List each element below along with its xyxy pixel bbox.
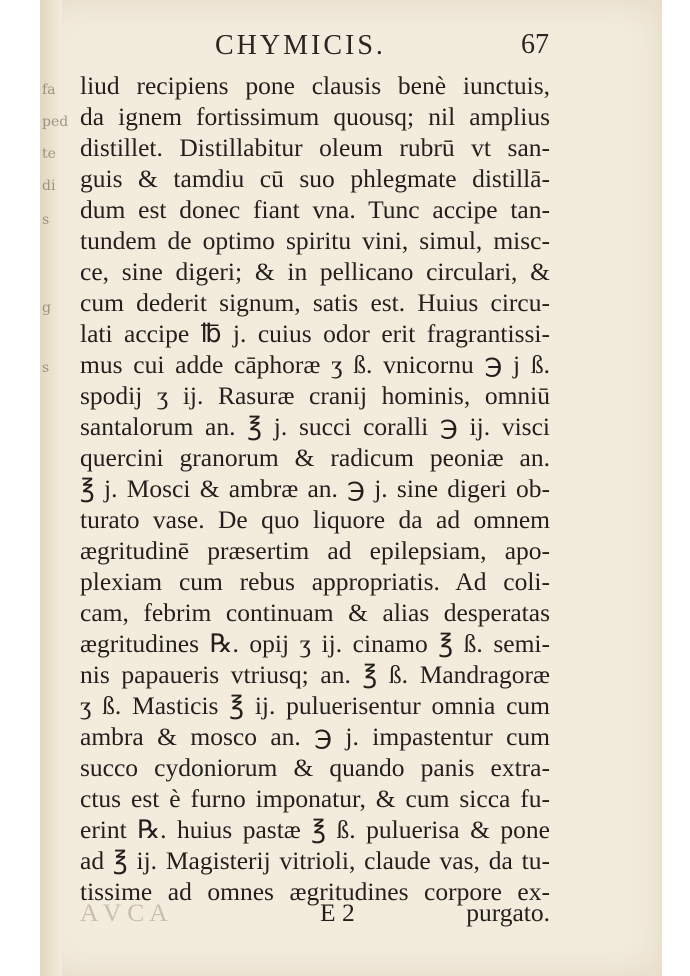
text-line: ce, sine digeri; & in pellicano circulari, & bbox=[80, 257, 550, 286]
text-line: spodij ʒ ij. Rasuræ cranij hominis, omniū bbox=[80, 381, 550, 410]
text-line: mus cui adde cāphoræ ʒ ß. vnicornu ℈ j ß. bbox=[80, 350, 550, 379]
text-line: ægritudinē præsertim ad epilepsiam, apo- bbox=[80, 536, 550, 565]
page-number: 67 bbox=[521, 29, 549, 60]
page-footer bbox=[80, 898, 550, 929]
text-line: guis & tamdiu cū suo phlegmate distillā- bbox=[80, 164, 550, 193]
catchword: purgato. bbox=[466, 898, 550, 927]
text-line: ad ℥ ij. Magisterij vitrioli, claude vas, da tu- bbox=[80, 846, 550, 875]
text-line: plexiam cum rebus appropriatis. Ad coli- bbox=[80, 567, 550, 596]
show-through-letters: A V C A bbox=[80, 898, 168, 927]
text-line: erint ℞. huius pastæ ℥ ß. puluerisa & pone bbox=[80, 815, 550, 844]
text-line: quercini granorum & radicum peoniæ an. bbox=[80, 443, 550, 472]
text-line: ℥ j. Mosci & ambræ an. ℈ j. sine digeri ob- bbox=[80, 474, 550, 503]
text-line: turato vase. De quo liquore da ad omnem bbox=[80, 505, 550, 534]
text-line: tissime ad omnes ægritudines corpore ex- bbox=[80, 877, 550, 906]
text-line: succo cydoniorum & quando panis extra- bbox=[80, 753, 550, 782]
margin-fragment: fa bbox=[42, 82, 56, 98]
text-line: lati accipe ℔ j. cuius odor erit fragrantissi- bbox=[80, 319, 550, 348]
running-title: CHYMICIS. bbox=[215, 30, 386, 61]
text-line: ambra & mosco an. ℈ j. impastentur cum bbox=[80, 722, 550, 751]
margin-fragment: s bbox=[42, 360, 50, 376]
margin-fragment: te bbox=[42, 146, 56, 162]
text-line: da ignem fortissimum quousq; nil amplius bbox=[80, 102, 550, 131]
text-line: nis papaueris vtriusq; an. ℥ ß. Mandragoræ bbox=[80, 660, 550, 689]
text-line: cam, febrim continuam & alias desperatas bbox=[80, 598, 550, 627]
text-line: ægritudines ℞. opij ʒ ij. cinamo ℥ ß. semi- bbox=[80, 629, 550, 658]
text-line: santalorum an. ℥ j. succi coralli ℈ ij. visci bbox=[80, 412, 550, 441]
text-line: ctus est è furno imponatur, & cum sicca fu- bbox=[80, 784, 550, 813]
text-line: cum dederit signum, satis est. Huius circu- bbox=[80, 288, 550, 317]
text-line: liud recipiens pone clausis benè iunctuis, bbox=[80, 71, 550, 100]
margin-fragment: ped bbox=[42, 114, 69, 130]
margin-fragment: g bbox=[42, 300, 51, 316]
signature-mark: E 2 bbox=[320, 898, 355, 927]
text-line: distillet. Distillabitur oleum rubrū vt san- bbox=[80, 133, 550, 162]
text-line: dum est donec fiant vna. Tunc accipe tan- bbox=[80, 195, 550, 224]
body-text bbox=[80, 70, 550, 907]
margin-fragment: di bbox=[42, 178, 56, 194]
margin-fragment: s bbox=[42, 212, 50, 228]
text-line: ʒ ß. Masticis ℥ ij. puluerisentur omnia cum bbox=[80, 691, 550, 720]
text-line: tundem de optimo spiritu vini, simul, misc- bbox=[80, 226, 550, 255]
